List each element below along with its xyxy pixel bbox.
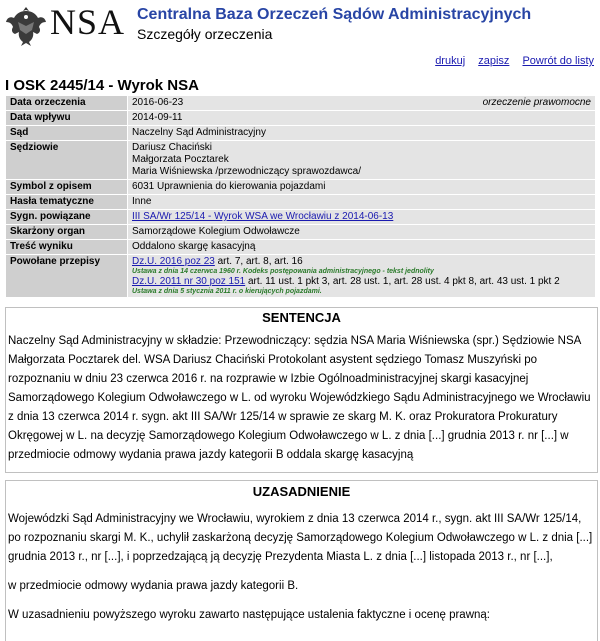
field-label: Hasła tematyczne xyxy=(6,195,128,210)
status-badge: orzeczenie prawomocne xyxy=(482,97,591,108)
field-label: Treść wyniku xyxy=(6,240,128,255)
back-to-list-link[interactable]: Powrót do listy xyxy=(522,55,594,67)
field-label: Skarżony organ xyxy=(6,225,128,240)
judgment-metadata-table xyxy=(5,95,596,298)
related-case-link[interactable]: III SA/Wr 125/14 - Wyrok WSA we Wrocławiu z 2014-06-13 xyxy=(132,211,394,222)
field-label: Powołane przepisy xyxy=(6,255,128,298)
table-row xyxy=(6,210,596,225)
field-value: Oddalono skargę kasacyjną xyxy=(128,240,596,255)
table-row xyxy=(6,180,596,195)
table-row xyxy=(6,126,596,141)
table-row xyxy=(6,225,596,240)
action-links xyxy=(425,55,594,67)
field-value: 6031 Uprawnienia do kierowania pojazdami xyxy=(128,180,596,195)
field-value xyxy=(128,96,596,111)
sentencja-text: Naczelny Sąd Administracyjny w składzie: Przewodniczący: sędzia NSA Maria Wiśniewska (spr.) Sędziowie NSA Małgorzata Pocztarek del. WSA Dariusz Chaciński Protokolant asystent sędziego Tomasz Muszyński po rozpoznaniu w dniu 23 czerwca 2016 r. na rozprawie w Izbie Ogólnoadministracyjnej skargi kasacyjnej Samorządowego Kolegium Odwoławczego w L. od wyroku Wojewódzkiego Sądu Administracyjnego we Wrocławiu z dnia 13 czerwca 2014 r. sygn. akt III SA/Wr 125/14 w sprawie ze skarg M. K. oraz Prokuratora Prokuratury Okręgowej w L. na decyzję Samorządowego Kolegium Odwoławczego w L. z dnia [...] grudnia 2013 r. nr [...] w przedmiocie odmowy wydania prawa jazdy kategorii B oddala skargę kasacyjną xyxy=(8,335,591,461)
law-note: Ustawa z dnia 14 czerwca 1960 r. Kodeks postępowania administracyjnego - tekst jednolity xyxy=(132,268,434,275)
cited-laws xyxy=(128,255,596,298)
field-label: Sygn. powiązane xyxy=(6,210,128,225)
section-heading: UZASADNIENIE xyxy=(252,484,351,499)
field-value: 2014-09-11 xyxy=(128,111,596,126)
law-link[interactable]: Dz.U. 2016 poz 23 xyxy=(132,256,215,267)
app-title: Centralna Baza Orzeczeń Sądów Administracyjnych xyxy=(137,6,532,23)
uzasadnienie-paragraph: w przedmiocie odmowy wydania prawa jazdy kategorii B. xyxy=(8,580,299,592)
print-link[interactable]: drukuj xyxy=(435,55,466,67)
field-label: Data orzeczenia xyxy=(6,96,128,111)
law-articles: art. 7, art. 8, art. 16 xyxy=(214,256,303,267)
uzasadnienie-paragraph: W uzasadnieniu powyższego wyroku zawarto następujące ustalenia faktyczne i ocenę prawną: xyxy=(8,609,490,621)
field-label: Sąd xyxy=(6,126,128,141)
field-value: Inne xyxy=(128,195,596,210)
law-articles: art. 11 ust. 1 pkt 3, art. 28 ust. 1, art. 28 ust. 4 pkt 8, art. 43 ust. 1 pkt 2 xyxy=(245,276,560,287)
judges-list xyxy=(128,141,596,180)
table-row xyxy=(6,240,596,255)
field-label: Symbol z opisem xyxy=(6,180,128,195)
judge-name: Małgorzata Pocztarek xyxy=(132,154,229,165)
uzasadnienie-section xyxy=(5,480,598,641)
field-label: Sędziowie xyxy=(6,141,128,180)
judge-name: Dariusz Chaciński xyxy=(132,142,213,153)
table-row xyxy=(6,141,596,180)
case-title: I OSK 2445/14 - Wyrok NSA xyxy=(5,77,199,94)
field-value: Samorządowe Kolegium Odwoławcze xyxy=(128,225,596,240)
eagle-emblem-icon xyxy=(6,4,46,46)
law-link[interactable]: Dz.U. 2011 nr 30 poz 151 xyxy=(132,276,246,287)
page-header xyxy=(0,0,600,50)
table-row xyxy=(6,195,596,210)
judge-name: Maria Wiśniewska /przewodniczący sprawozdawca/ xyxy=(132,166,361,177)
nsa-logo-text: NSA xyxy=(50,2,126,42)
section-heading: SENTENCJA xyxy=(262,310,341,325)
table-row xyxy=(6,96,596,111)
judgment-date: 2016-06-23 xyxy=(132,97,184,108)
field-value: Naczelny Sąd Administracyjny xyxy=(128,126,596,141)
field-label: Data wpływu xyxy=(6,111,128,126)
field-value xyxy=(128,210,596,225)
sentencja-section xyxy=(5,307,598,473)
law-note: Ustawa z dnia 5 stycznia 2011 r. o kierujących pojazdami. xyxy=(132,288,322,295)
save-link[interactable]: zapisz xyxy=(478,55,510,67)
uzasadnienie-paragraph: Wojewódzki Sąd Administracyjny we Wrocławiu, wyrokiem z dnia 13 czerwca 2014 r., sygn. akt III SA/Wr 125/14, po rozpoznaniu skargi M. K., uchylił zaskarżoną decyzję Samorządowego Kolegium Odwoławczego w L. z dnia [...] grudnia 2013 r., nr [...], i poprzedzającą ją decyzję Prezydenta Miasta L. z dnia [...] listopada 2013 r., nr [...], xyxy=(8,513,593,563)
app-subtitle: Szczegóły orzeczenia xyxy=(137,26,273,42)
table-row xyxy=(6,111,596,126)
table-row xyxy=(6,255,596,298)
